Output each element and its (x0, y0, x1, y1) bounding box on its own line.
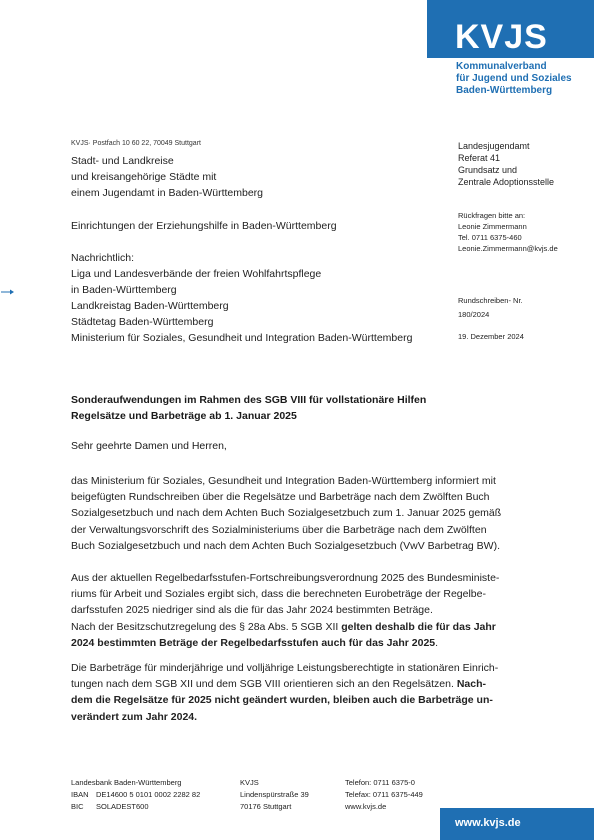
iban-row (71, 789, 200, 801)
recipient-line: Stadt- und Landkreise (71, 155, 174, 167)
department-line: Grundsatz und (458, 165, 518, 175)
logo-subtitle-line: Kommunalverband (456, 61, 547, 72)
footer-bank (71, 777, 200, 813)
paragraph-line (71, 619, 526, 635)
recipient-line: Ministerium für Soziales, Gesundheit und Integration Baden-Württemberg (71, 332, 413, 344)
paragraph-line (71, 692, 526, 708)
contact-line: Leonie Zimmermann (458, 222, 527, 231)
paragraph (71, 570, 526, 651)
recipient-line: und kreisangehörige Städte mit (71, 171, 217, 183)
paragraph-line: der Verwaltungsvorschrift des Sozialministeriums über die Barbeträge nach dem Zwölften (71, 523, 487, 536)
recipient-line: Landkreistag Baden-Württemberg (71, 300, 229, 312)
subject (71, 392, 426, 424)
paragraph (71, 473, 526, 554)
circular-value: 180/2024 (458, 310, 490, 319)
website-bar-link[interactable]: www.kvjs.de (455, 817, 521, 829)
bank-name: Landesbank Baden-Württemberg (71, 778, 182, 787)
iban-value: DE14600 5 0101 0002 2282 82 (96, 790, 201, 799)
recipient-block (71, 153, 263, 201)
iban-label: IBAN (71, 790, 89, 799)
recipient-line: einem Jugendamt in Baden-Württemberg (71, 187, 264, 199)
paragraph-line: beigefügten Rundschreiben über die Regelsätze und Barbeträge nach dem Zwölften Buch (71, 491, 490, 504)
circular-label: Rundschreiben- Nr. (458, 296, 523, 305)
paragraph-line (71, 635, 526, 651)
contact-email: Leonie.Zimmermann@kvjs.de (458, 244, 558, 253)
bic-label: BIC (71, 802, 84, 811)
address-line: KVJS (240, 778, 259, 787)
website-link[interactable]: www.kvjs.de (345, 802, 387, 811)
circular-number (458, 294, 523, 322)
text-span: tungen nach dem SGB XII und dem SGB VIII orientieren sich an den Regelsätzen. (71, 678, 457, 691)
paragraph-line (71, 709, 526, 725)
bold-text: verändert zum Jahr 2024. (71, 710, 198, 723)
logo-subtitle-line: Baden-Württemberg (456, 85, 553, 96)
recipient-line: Städtetag Baden-Württemberg (71, 316, 214, 328)
cc-block (71, 250, 412, 346)
logo-subtitle (456, 61, 572, 97)
paragraph-line: darfsstufen 2025 niedriger sind als die für das Jahr 2024 bestimmten Beträge. (71, 604, 433, 617)
subject-line: Sonderaufwendungen im Rahmen des SGB VIII für vollstationäre Hilfen (71, 394, 427, 406)
salutation: Sehr geehrte Damen und Herren, (71, 440, 227, 452)
paragraph-line (71, 676, 526, 692)
paragraph (71, 660, 526, 725)
text-span: . (435, 636, 439, 649)
footer-contact (345, 777, 423, 813)
department-line: Landesjugendamt (458, 141, 530, 151)
department-info (458, 140, 554, 188)
recipient-line: Einrichtungen der Erziehungshilfe in Baden-Württemberg (71, 220, 337, 232)
letter-date: 19. Dezember 2024 (458, 332, 524, 341)
arrow-right-icon (1, 288, 15, 296)
contact-line: Tel. 0711 6375-460 (458, 233, 522, 242)
footer-address (240, 777, 309, 813)
paragraph-line: Buch Sozialgesetzbuch und nach dem Achten Buch Sozialgesetzbuch (VwV Barbetrag BW). (71, 539, 500, 552)
bold-text: Nach- (456, 678, 486, 691)
logo-subtitle-line: für Jugend und Soziales (456, 73, 572, 84)
text-span: Nach der Besitzschutzregelung des § 28a Abs. 5 SGB XII (71, 620, 342, 633)
department-line: Referat 41 (458, 153, 501, 163)
recipient-line: Liga und Landesverbände der freien Wohlfahrtspflege (71, 268, 322, 280)
paragraph-line: das Ministerium für Soziales, Gesundheit und Integration Baden-Württemberg informiert mit (71, 475, 496, 487)
address-line: 70176 Stuttgart (240, 802, 292, 811)
sender-address: KVJS· Postfach 10 60 22, 70049 Stuttgart (71, 140, 201, 147)
paragraph-line: Die Barbeträge für minderjährige und volljährige Leistungsberechtigte in stationären Einrich- (71, 662, 499, 674)
bic-value: SOLADEST600 (96, 802, 149, 811)
bold-text: dem die Regelsätze für 2025 nicht geändert wurden, bleiben auch die Barbeträge un- (71, 694, 493, 707)
recipient-line: in Baden-Württemberg (71, 284, 177, 296)
contact-line: Rückfragen bitte an: (458, 211, 526, 220)
address-line: Lindenspürstraße 39 (240, 790, 309, 799)
phone-line: Telefon: 0711 6375-0 (345, 778, 415, 787)
paragraph-line: Sozialgesetzbuch und nach dem Achten Buch Sozialgesetzbuch zum 1. Januar 2025 gemäß (71, 507, 502, 520)
bold-text: 2024 bestimmten Beträge der Regelbedarfsstufen auch für das Jahr 2025 (71, 636, 436, 649)
bic-row (71, 801, 200, 813)
logo: KVJS (455, 18, 548, 56)
fax-line: Telefax: 0711 6375-449 (345, 790, 423, 799)
bold-text: gelten deshalb die für das Jahr (341, 620, 496, 633)
department-line: Zentrale Adoptionsstelle (458, 177, 555, 187)
subject-line: Regelsätze und Barbeträge ab 1. Januar 2025 (71, 410, 297, 422)
paragraph-line: riums für Arbeit und Soziales ergibt sich, dass die berechneten Eurobeträge der Regelbe- (71, 588, 486, 601)
paragraph-line: Aus der aktuellen Regelbedarfsstufen-Fortschreibungsverordnung 2025 des Bundesministe- (71, 572, 500, 584)
recipient-line: Nachrichtlich: (71, 252, 135, 264)
recipient-block (71, 218, 337, 234)
contact-info (458, 210, 558, 254)
